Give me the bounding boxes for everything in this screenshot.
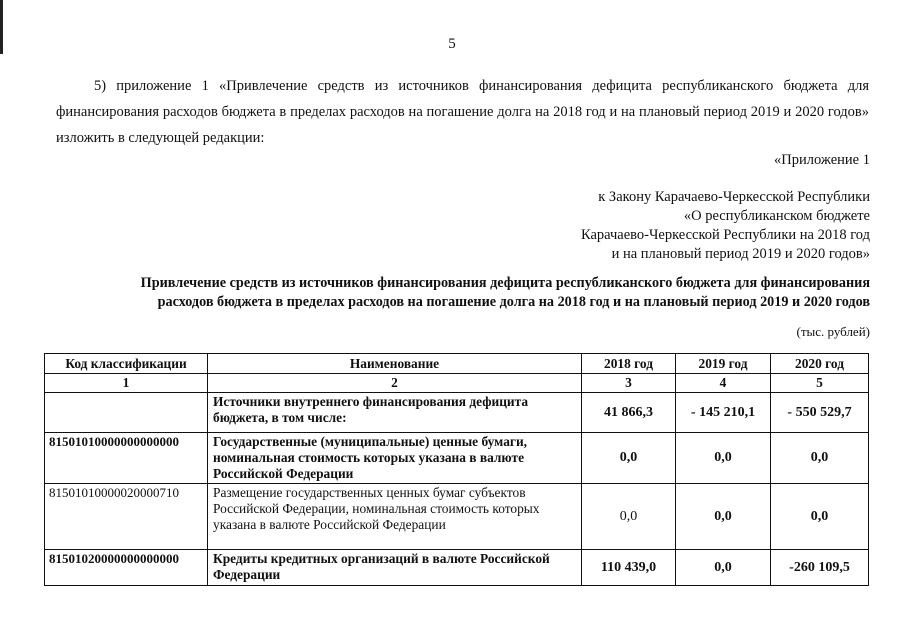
law-reference — [581, 188, 870, 264]
header-2020: 2020 год — [771, 354, 869, 374]
column-number: 2 — [208, 374, 582, 393]
row-code: 81501020000000000000 — [45, 550, 208, 586]
appendix-label: «Приложение 1 — [774, 152, 870, 168]
row-value-2018: 0,0 — [582, 484, 676, 550]
row-value-2020: 0,0 — [771, 484, 869, 550]
row-name: Государственные (муниципальные) ценные бумаги, номинальная стоимость которых указана в валюте Российской Федерации — [208, 433, 582, 484]
column-number: 1 — [45, 374, 208, 393]
intro-paragraph: 5) приложение 1 «Привлечение средств из источников финансирования дефицита республиканского бюджета для финансирования расходов бюджета в пределах расходов на погашение долга на 2018 год и на плановый период 2019 и 2020 годов» изложить в следующей редакции: — [56, 78, 869, 146]
row-code: 81501010000000000000 — [45, 433, 208, 484]
row-value-2019: 0,0 — [676, 484, 771, 550]
budget-table — [44, 353, 869, 586]
page-number: 5 — [448, 36, 456, 52]
column-number: 4 — [676, 374, 771, 393]
row-name: Источники внутреннего финансирования дефицита бюджета, в том числе: — [208, 393, 582, 433]
header-2019: 2019 год — [676, 354, 771, 374]
column-number: 5 — [771, 374, 869, 393]
row-value-2020: - 550 529,7 — [771, 393, 869, 433]
row-name: Размещение государственных ценных бумаг субъектов Российской Федерации, номинальная стоимость которых указана в валюте Российской Федерации — [208, 484, 582, 550]
row-value-2019: 0,0 — [676, 550, 771, 586]
law-reference-line: к Закону Карачаево-Черкесской Республики — [598, 189, 870, 205]
law-reference-line: «О республиканском бюджете — [683, 208, 870, 224]
header-2018: 2018 год — [582, 354, 676, 374]
row-value-2019: - 145 210,1 — [676, 393, 771, 433]
row-value-2018: 110 439,0 — [582, 550, 676, 586]
table-row — [45, 393, 869, 433]
law-reference-line: и на плановый период 2019 и 2020 годов» — [611, 246, 870, 262]
header-code: Код классификации — [45, 354, 208, 374]
table-row — [45, 433, 869, 484]
column-number: 3 — [582, 374, 676, 393]
row-value-2018: 41 866,3 — [582, 393, 676, 433]
units-label: (тыс. рублей) — [796, 324, 870, 339]
row-code — [45, 393, 208, 433]
table-row — [45, 550, 869, 586]
table-header-row — [45, 354, 869, 374]
row-value-2019: 0,0 — [676, 433, 771, 484]
document-title — [50, 274, 870, 312]
row-value-2020: 0,0 — [771, 433, 869, 484]
document-title-line: расходов бюджета в пределах расходов на погашение долга на 2018 год и на плановый период 2019 и 2020 годов — [157, 294, 870, 310]
column-number-row — [45, 374, 869, 393]
row-value-2018: 0,0 — [582, 433, 676, 484]
row-value-2020: -260 109,5 — [771, 550, 869, 586]
law-reference-line: Карачаево-Черкесской Республики на 2018 год — [580, 227, 870, 243]
row-name: Кредиты кредитных организаций в валюте Российской Федерации — [208, 550, 582, 586]
table-row — [45, 484, 869, 550]
document-title-line: Привлечение средств из источников финансирования дефицита республиканского бюджета для финансирования — [140, 275, 870, 291]
row-code: 81501010000020000710 — [45, 484, 208, 550]
header-name: Наименование — [208, 354, 582, 374]
